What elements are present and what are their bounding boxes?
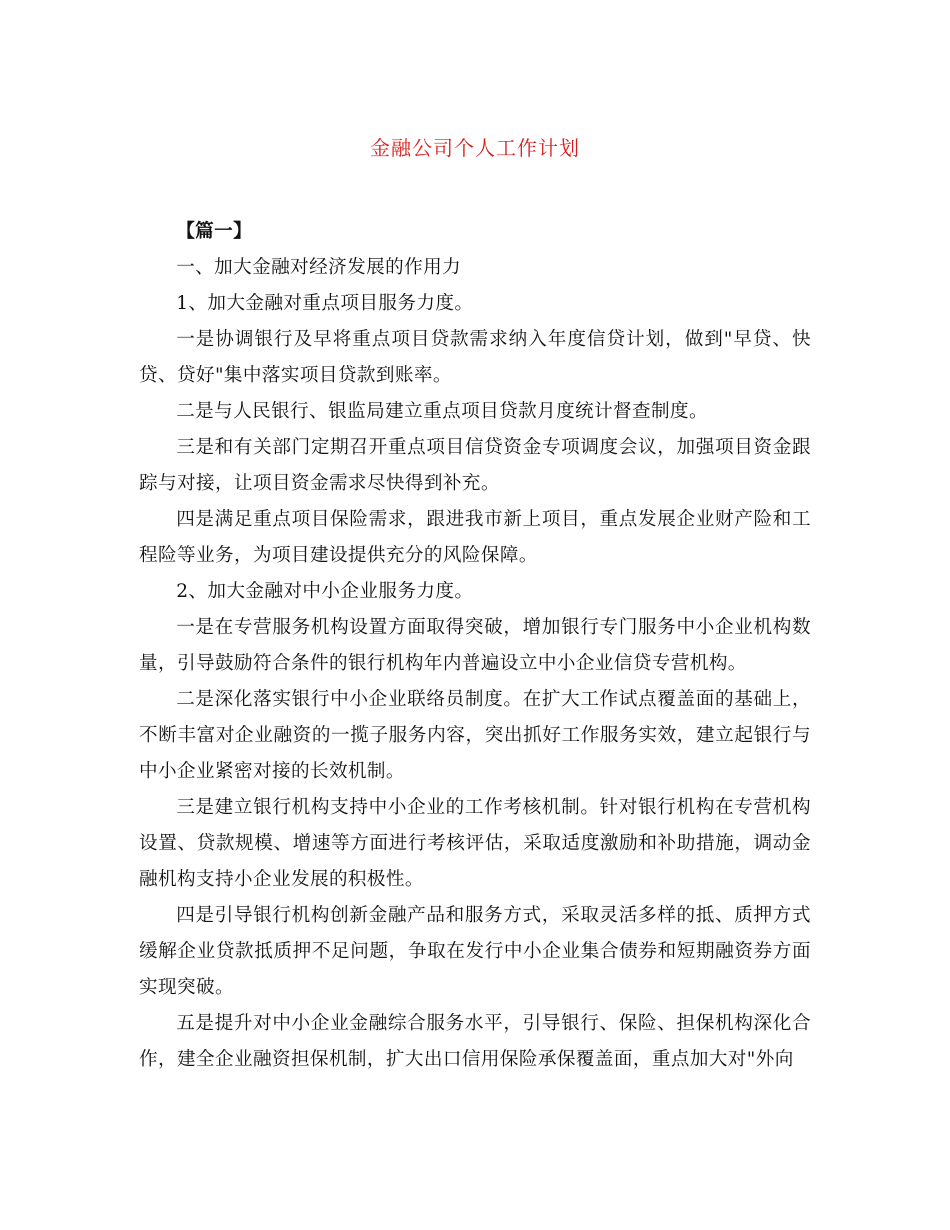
- paragraph: 1、加大金融对重点项目服务力度。: [176, 293, 474, 314]
- paragraph: 2、加大金融对中小企业服务力度。: [176, 581, 474, 602]
- document-title: 金融公司个人工作计划: [370, 136, 580, 160]
- document-body: [139, 214, 811, 1078]
- section-heading: 【篇一】: [176, 221, 253, 242]
- paragraph: 一是在专营服务机构设置方面取得突破，增加银行专门服务中小企业机构数量，引导鼓励符合条件的银行机构年内普遍设立中小企业信贷专营机构。: [139, 617, 811, 674]
- paragraph: 二是与人民银行、银监局建立重点项目贷款月度统计督查制度。: [176, 401, 709, 422]
- paragraph: 三是和有关部门定期召开重点项目信贷资金专项调度会议，加强项目资金跟踪与对接，让项目资金需求尽快得到补充。: [139, 437, 811, 494]
- paragraph: 一、加大金融对经济发展的作用力: [176, 257, 462, 278]
- paragraph: 一是协调银行及早将重点项目贷款需求纳入年度信贷计划，做到"早贷、快贷、贷好"集中落实项目贷款到账率。: [139, 329, 811, 386]
- paragraph: 四是引导银行机构创新金融产品和服务方式，采取灵活多样的抵、质押方式缓解企业贷款抵质押不足问题，争取在发行中小企业集合债券和短期融资券方面实现突破。: [139, 905, 811, 998]
- paragraph: 四是满足重点项目保险需求，跟进我市新上项目，重点发展企业财产险和工程险等业务，为项目建设提供充分的风险保障。: [139, 509, 811, 566]
- paragraph: 五是提升对中小企业金融综合服务水平，引导银行、保险、担保机构深化合作，建全企业融资担保机制，扩大出口信用保险承保覆盖面，重点加大对"外向: [139, 1013, 811, 1070]
- paragraph: 三是建立银行机构支持中小企业的工作考核机制。针对银行机构在专营机构设置、贷款规模、增速等方面进行考核评估，采取适度激励和补助措施，调动金融机构支持小企业发展的积极性。: [139, 797, 811, 890]
- paragraph: 二是深化落实银行中小企业联络员制度。在扩大工作试点覆盖面的基础上，不断丰富对企业融资的一揽子服务内容，突出抓好工作服务实效，建立起银行与中小企业紧密对接的长效机制。: [139, 689, 811, 782]
